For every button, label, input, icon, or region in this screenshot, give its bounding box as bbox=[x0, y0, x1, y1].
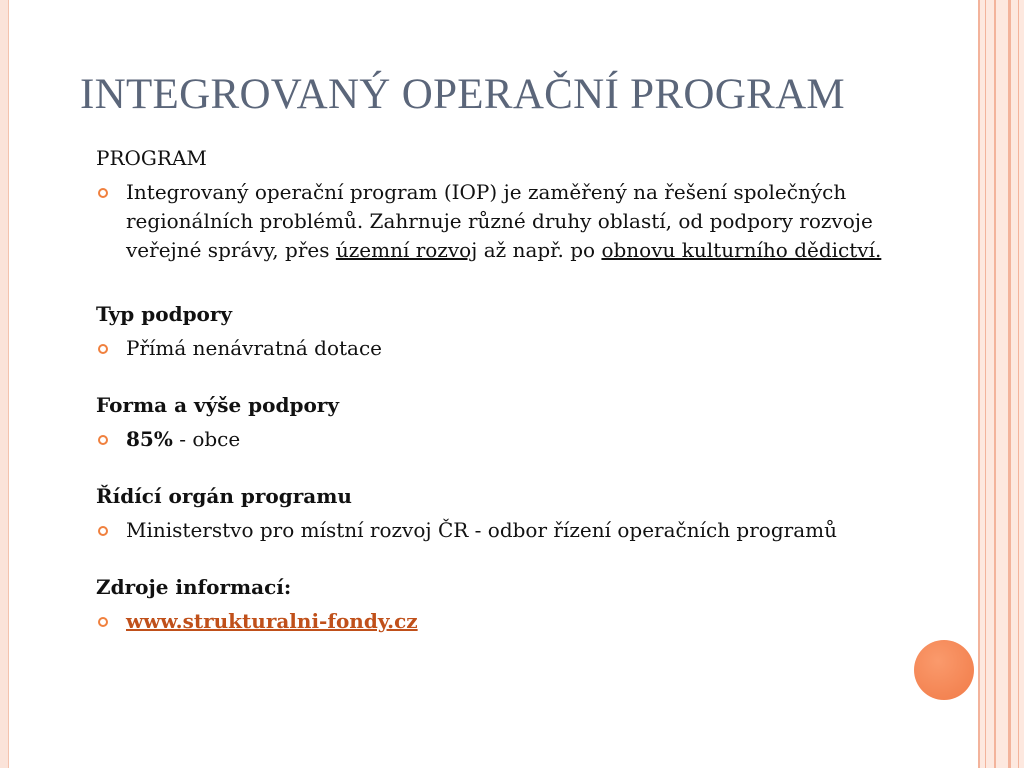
accent-circle bbox=[914, 640, 974, 700]
right-stripes-decoration bbox=[978, 0, 1024, 768]
program-heading: PROGRAM bbox=[96, 146, 207, 170]
bullet-icon bbox=[98, 344, 108, 354]
program-bullet bbox=[96, 178, 916, 265]
link-uzemni-rozvoj[interactable]: územní rozvoj bbox=[335, 238, 478, 262]
typ-podpory-bullet bbox=[96, 334, 916, 363]
program-text-1: Integrovaný operační program (IOP) je zaměřený na řešení společných regionálních problémů. Zahrnuje různé druhy oblastí, od podpory rozvoje veřejné správy, přes bbox=[126, 180, 873, 262]
bullet-icon bbox=[98, 617, 108, 627]
ridici-organ-heading: Řídící orgán programu bbox=[96, 484, 352, 508]
typ-podpory-item: Přímá nenávratná dotace bbox=[126, 336, 383, 360]
forma-rest: - obce bbox=[172, 427, 241, 451]
typ-podpory-heading: Typ podpory bbox=[96, 302, 233, 326]
slide-content bbox=[96, 144, 916, 636]
forma-percent: 85% bbox=[126, 427, 173, 451]
bullet-icon bbox=[98, 188, 108, 198]
ridici-organ-bullet bbox=[96, 516, 916, 545]
bullet-icon bbox=[98, 435, 108, 445]
link-obnova-kulturniho-dedictvi[interactable]: obnovu kulturního dědictví. bbox=[601, 238, 882, 262]
bullet-icon bbox=[98, 526, 108, 536]
slide-title: INTEGROVANÝ OPERAČNÍ PROGRAM bbox=[80, 71, 845, 118]
link-strukturalni-fondy[interactable]: www.strukturalni-fondy.cz bbox=[126, 609, 418, 633]
forma-heading: Forma a výše podpory bbox=[96, 393, 339, 417]
program-text-2: až např. po bbox=[477, 238, 602, 262]
left-border-decoration bbox=[0, 0, 9, 768]
zdroje-bullet bbox=[96, 607, 916, 636]
zdroje-heading: Zdroje informací: bbox=[96, 575, 292, 599]
forma-bullet bbox=[96, 425, 916, 454]
ridici-organ-item: Ministerstvo pro místní rozvoj ČR - odbor řízení operačních programů bbox=[126, 518, 837, 542]
